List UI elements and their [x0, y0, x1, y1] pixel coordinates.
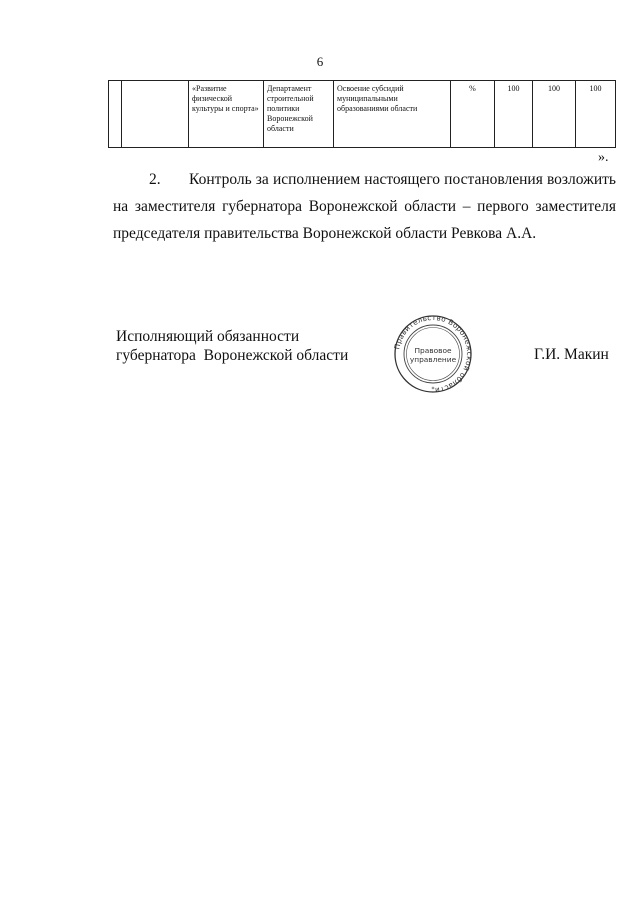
table-cell-empty	[122, 81, 189, 148]
seal-outer-text: Правительство Воронежской области	[392, 313, 475, 395]
table-cell-program: «Развитие физической культуры и спорта»	[189, 81, 264, 148]
signer-title-line1: Исполняющий обязанности	[116, 328, 300, 345]
closing-quote: ».	[598, 150, 609, 165]
page-number: 6	[316, 54, 324, 69]
table-cell-value: 100	[533, 81, 576, 148]
table-cell-empty	[109, 81, 122, 148]
official-seal	[380, 313, 486, 395]
table-cell-value: 100	[576, 81, 616, 148]
paragraph-2	[113, 166, 616, 247]
table-cell-unit: %	[451, 81, 495, 148]
signer-title-line2: губернатора Воронежской области	[116, 347, 349, 364]
data-table	[108, 80, 616, 148]
table-cell-indicator: Освоение субсидий муниципальными образованиями области	[334, 81, 451, 148]
paragraph-number: 2.	[149, 171, 161, 188]
table-row	[109, 81, 616, 148]
table-cell-department: Департамент строительной политики Воронежской области	[264, 81, 334, 148]
paragraph-text: Контроль за исполнением настоящего постановления возложить на заместителя губернатора Воронежской области – первого заместителя председателя правительства Воронежской области Ревкова А.А.	[113, 171, 616, 242]
seal-inner-line1: Правовое	[414, 346, 452, 355]
signer-title	[116, 327, 348, 365]
table-cell-value: 100	[495, 81, 533, 148]
seal-inner-line2: управление	[409, 355, 457, 364]
seal-star-icon: *	[431, 386, 435, 393]
signer-name: Г.И. Макин	[534, 346, 609, 363]
